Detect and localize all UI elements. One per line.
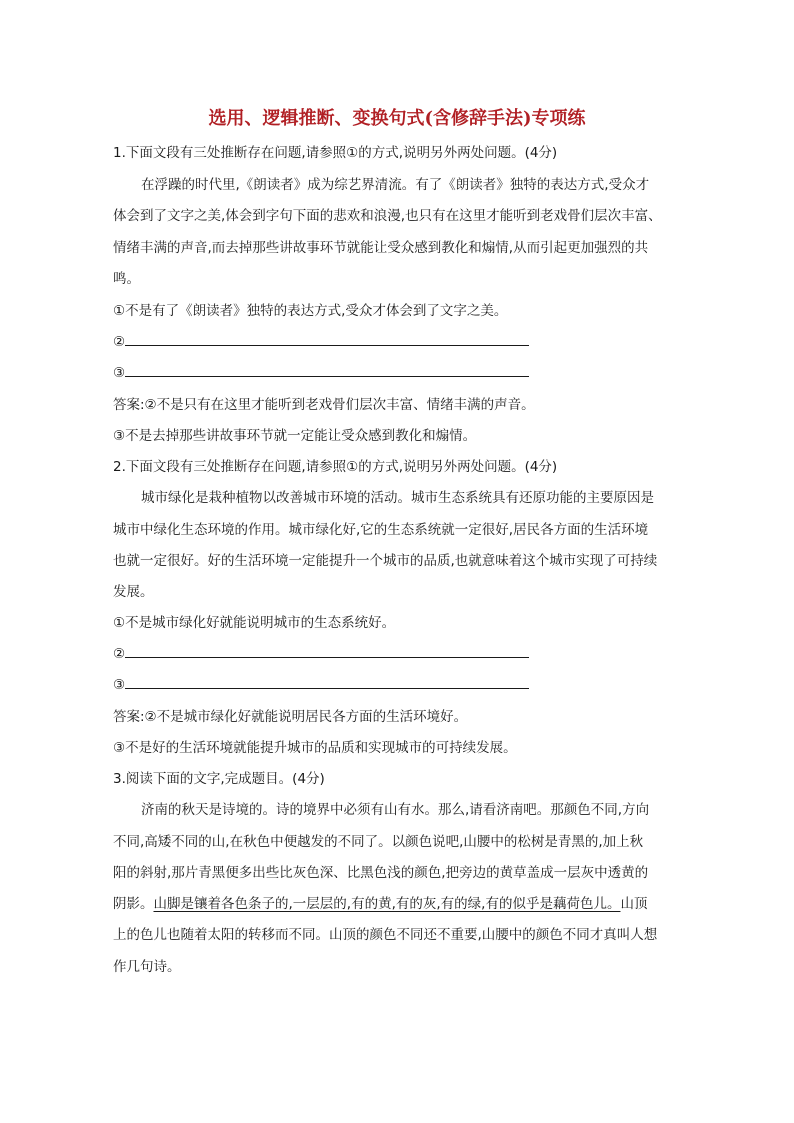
- q2-answer-line-2: ③不是好的生活环境就能提升城市的品质和实现城市的可持续发展。: [113, 740, 517, 756]
- q3-passage-line-1: 济南的秋天是诗境的。诗的境界中必须有山有水。那么,请看济南吧。那颜色不同,方向: [141, 802, 650, 818]
- q1-answer-line-2: ③不是去掉那些讲故事环节就一定能让受众感到教化和煽情。: [113, 428, 477, 444]
- q2-passage-line-3: 也就一定很好。好的生活环境一定能提升一个城市的品质,也就意味着这个城市实现了可持续: [113, 553, 658, 569]
- q2-passage-line-2: 城市中绿化生态环境的作用。城市绿化好,它的生态系统就一定很好,居民各方面的生活环境: [113, 522, 649, 538]
- q3-passage-line-3: 阳的斜射,那片青黑便多出些比灰色深、比黑色浅的颜色,把旁边的黄草盖成一层灰中透黄的: [113, 865, 649, 881]
- q2-blank-2[interactable]: [113, 645, 529, 663]
- q3-passage-line-5: 上的色儿也随着太阳的转移而不同。山顶的颜色不同还不重要,山腰中的颜色不同才真叫人想: [113, 927, 658, 943]
- q1-example-answer: ①不是有了《朗读者》独特的表达方式,受众才体会到了文字之美。: [113, 303, 508, 319]
- q2-blank-3-label: ③: [113, 677, 126, 693]
- q3-passage-line-6: 作几句诗。: [113, 959, 181, 975]
- q1-blank-2-label: ②: [113, 334, 126, 350]
- q3-underlined-sentence: 山脚是镶着各色条子的,一层层的,有的黄,有的灰,有的绿,有的似乎是藕荷色儿。: [153, 896, 621, 912]
- question-3-prompt: 3.阅读下面的文字,完成题目。(4分): [113, 771, 325, 787]
- q2-blank-2-line[interactable]: [125, 645, 529, 658]
- q3-passage-line-4: [113, 895, 647, 913]
- q2-blank-3-line[interactable]: [125, 676, 529, 689]
- q1-passage-line-3: 情绪丰满的声音,而去掉那些讲故事环节就能让受众感到教化和煽情,从而引起更加强烈的共: [113, 240, 649, 256]
- q1-passage-line-1: 在浮躁的时代里,《朗读者》成为综艺界清流。有了《朗读者》独特的表达方式,受众才: [141, 177, 650, 193]
- q2-blank-3[interactable]: [113, 676, 529, 694]
- q1-blank-3[interactable]: [113, 364, 529, 382]
- q2-passage-line-1: 城市绿化是栽种植物以改善城市环境的活动。城市生态系统具有还原功能的主要原因是: [141, 490, 654, 506]
- q2-example-answer: ①不是城市绿化好就能说明城市的生态系统好。: [113, 615, 396, 631]
- question-2-prompt: 2.下面文段有三处推断存在问题,请参照①的方式,说明另外两处问题。(4分): [113, 459, 558, 475]
- question-1-prompt: 1.下面文段有三处推断存在问题,请参照①的方式,说明另外两处问题。(4分): [113, 145, 558, 161]
- q1-passage-line-2: 体会到了文字之美,体会到字句下面的悲欢和浪漫,也只有在这里才能听到老戏骨们层次丰富、: [113, 208, 662, 224]
- q3-passage-line-2: 不同,高矮不同的山,在秋色中便越发的不同了。以颜色说吧,山腰中的松树是青黑的,加上秋: [113, 834, 644, 850]
- q3-line-4-end: 山顶: [620, 896, 648, 912]
- page-title: 选用、逻辑推断、变换句式(含修辞手法)专项练: [208, 108, 586, 129]
- q1-passage-line-4: 鸣。: [113, 271, 140, 287]
- q3-line-4-start: 阴影。: [113, 896, 154, 912]
- q1-blank-3-line[interactable]: [125, 364, 529, 377]
- q2-answer-line-1: 答案:②不是城市绿化好就能说明居民各方面的生活环境好。: [113, 709, 468, 725]
- q1-blank-2[interactable]: [113, 333, 529, 351]
- q2-passage-line-4: 发展。: [113, 584, 154, 600]
- q1-blank-2-line[interactable]: [125, 333, 529, 346]
- q2-blank-2-label: ②: [113, 646, 126, 662]
- q1-answer-line-1: 答案:②不是只有在这里才能听到老戏骨们层次丰富、情绪丰满的声音。: [113, 397, 535, 413]
- q1-blank-3-label: ③: [113, 365, 126, 381]
